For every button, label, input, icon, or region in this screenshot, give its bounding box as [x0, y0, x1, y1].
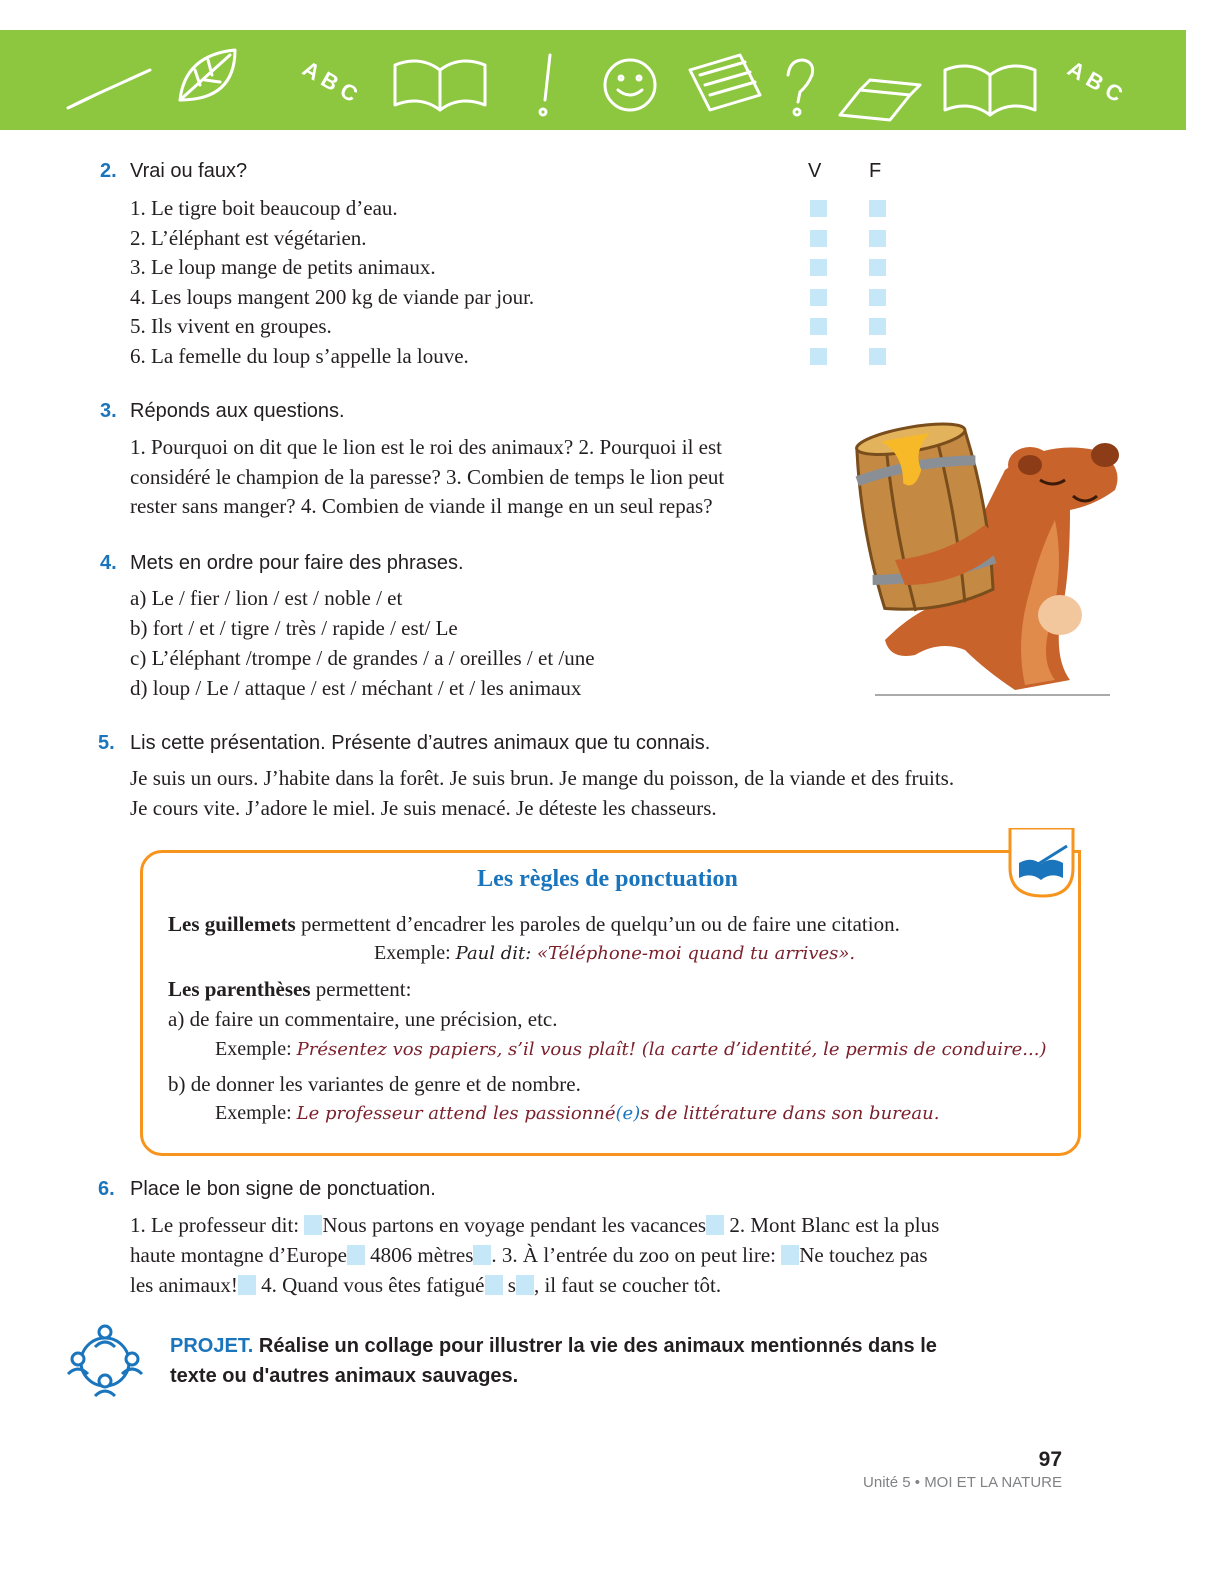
- list-item: c) L’éléphant /trompe / de grandes / a / oreilles / et /une: [130, 646, 595, 670]
- group-project-icon: [66, 1323, 144, 1401]
- answer-blank[interactable]: [781, 1245, 799, 1265]
- checkbox-v[interactable]: [810, 289, 827, 306]
- svg-text:A B C: A B C: [298, 55, 363, 108]
- checkbox-f[interactable]: [869, 259, 886, 276]
- bear-with-honey-barrel-illustration: [855, 410, 1135, 700]
- abc-icon: [1063, 56, 1127, 107]
- exercise-line: les animaux! 4. Quand vous êtes fatigué s , il faut se coucher tôt.: [130, 1273, 722, 1297]
- eraser-icon: [840, 80, 920, 120]
- smiley-icon: [605, 60, 655, 110]
- paintbrush-icon: [68, 70, 150, 108]
- list-item: 6. La femelle du loup s’appelle la louve.: [130, 344, 469, 368]
- rule-item-b: b) de donner les variantes de genre et de nombre.: [168, 1072, 581, 1096]
- open-book-icon: [395, 61, 485, 110]
- question-number: 2.: [100, 160, 117, 182]
- list-item: 3. Le loup mange de petits animaux.: [130, 255, 436, 279]
- question-number: 4.: [100, 552, 117, 574]
- list-item: d) loup / Le / attaque / est / méchant / et / les animaux: [130, 676, 582, 700]
- question-icon: [788, 60, 813, 115]
- example-1: Exemple: Paul dit: «Téléphone-moi quand tu arrives».: [374, 942, 856, 964]
- example-2: Exemple: Présentez vos papiers, s’il vous plaît! (la carte d’identité, le permis de conduire...): [215, 1038, 1047, 1060]
- open-book-icon: [945, 66, 1035, 115]
- checkbox-v[interactable]: [810, 318, 827, 335]
- answer-blank[interactable]: [473, 1245, 491, 1265]
- header-banner: [0, 30, 1186, 130]
- page-number: 97: [1038, 1448, 1062, 1471]
- checkbox-f[interactable]: [869, 348, 886, 365]
- example-3: Exemple: Le professeur attend les passionné(e)s de littérature dans son bureau.: [215, 1102, 940, 1124]
- rules-title: Les règles de ponctuation: [477, 866, 738, 892]
- exercise-line: haute montagne d’Europe 4806 mètres . 3. À l’entrée du zoo on peut lire: Ne touchez pas: [130, 1243, 928, 1267]
- question-text-line: Je cours vite. J’adore le miel. Je suis menacé. Je déteste les chasseurs.: [130, 796, 717, 820]
- question-text-line: rester sans manger? 4. Combien de viande il mange en un seul repas?: [130, 494, 713, 518]
- exclamation-icon: [540, 55, 550, 115]
- checkbox-f[interactable]: [869, 289, 886, 306]
- question-title: Place le bon signe de ponctuation.: [130, 1178, 436, 1200]
- answer-blank[interactable]: [347, 1245, 365, 1265]
- question-title: Mets en ordre pour faire des phrases.: [130, 552, 464, 574]
- column-header-f: F: [869, 160, 882, 182]
- question-number: 5.: [98, 732, 115, 754]
- question-title: Vrai ou faux?: [130, 160, 248, 182]
- question-number: 3.: [100, 400, 117, 422]
- rule-item-a: a) de faire un commentaire, une précision, etc.: [168, 1007, 558, 1031]
- question-title: Lis cette présentation. Présente d’autres animaux que tu connais.: [130, 732, 711, 754]
- checkbox-v[interactable]: [810, 200, 827, 217]
- question-text-line: considéré le champion de la paresse? 3. Combien de temps le lion peut: [130, 465, 725, 489]
- answer-blank[interactable]: [516, 1275, 534, 1295]
- checkbox-v[interactable]: [810, 348, 827, 365]
- list-item: b) fort / et / tigre / très / rapide / est/ Le: [130, 616, 458, 640]
- question-title: Réponds aux questions.: [130, 400, 345, 422]
- question-text-line: Je suis un ours. J’habite dans la forêt. Je suis brun. Je mange du poisson, de la viande et des fruits.: [130, 766, 955, 790]
- list-item: 1. Le tigre boit beaucoup d’eau.: [130, 196, 398, 220]
- checkbox-f[interactable]: [869, 200, 886, 217]
- checkbox-v[interactable]: [810, 259, 827, 276]
- list-item: 2. L’éléphant est végétarien.: [130, 226, 367, 250]
- list-item: a) Le / fier / lion / est / noble / et: [130, 586, 403, 610]
- checkbox-f[interactable]: [869, 318, 886, 335]
- exercise-line: 1. Le professeur dit: Nous partons en voyage pendant les vacances 2. Mont Blanc est la plus: [130, 1213, 940, 1237]
- unit-label: Unité 5 • MOI ET LA NATURE: [863, 1474, 1062, 1491]
- project-line-1: PROJET. Réalise un collage pour illustrer la vie des animaux mentionnés dans le: [170, 1335, 937, 1357]
- abc-icon: [298, 56, 362, 107]
- project-line-2: texte ou d'autres animaux sauvages.: [170, 1365, 519, 1387]
- checkbox-f[interactable]: [869, 230, 886, 247]
- checkbox-v[interactable]: [810, 230, 827, 247]
- answer-blank[interactable]: [304, 1215, 322, 1235]
- notebook-icon: [690, 55, 760, 110]
- leaf-icon: [180, 50, 235, 100]
- rule-parentheses: Les parenthèses permettent:: [168, 977, 412, 1001]
- column-header-v: V: [808, 160, 822, 182]
- question-number: 6.: [98, 1178, 115, 1200]
- rule-guillemets: Les guillemets permettent d’encadrer les paroles de quelqu’un ou de faire une citation.: [168, 912, 900, 936]
- list-item: 5. Ils vivent en groupes.: [130, 314, 332, 338]
- list-item: 4. Les loups mangent 200 kg de viande par jour.: [130, 285, 535, 309]
- question-text-line: 1. Pourquoi on dit que le lion est le roi des animaux? 2. Pourquoi il est: [130, 435, 723, 459]
- answer-blank[interactable]: [706, 1215, 724, 1235]
- answer-blank[interactable]: [238, 1275, 256, 1295]
- svg-text:A B C: A B C: [1063, 55, 1128, 108]
- answer-blank[interactable]: [485, 1275, 503, 1295]
